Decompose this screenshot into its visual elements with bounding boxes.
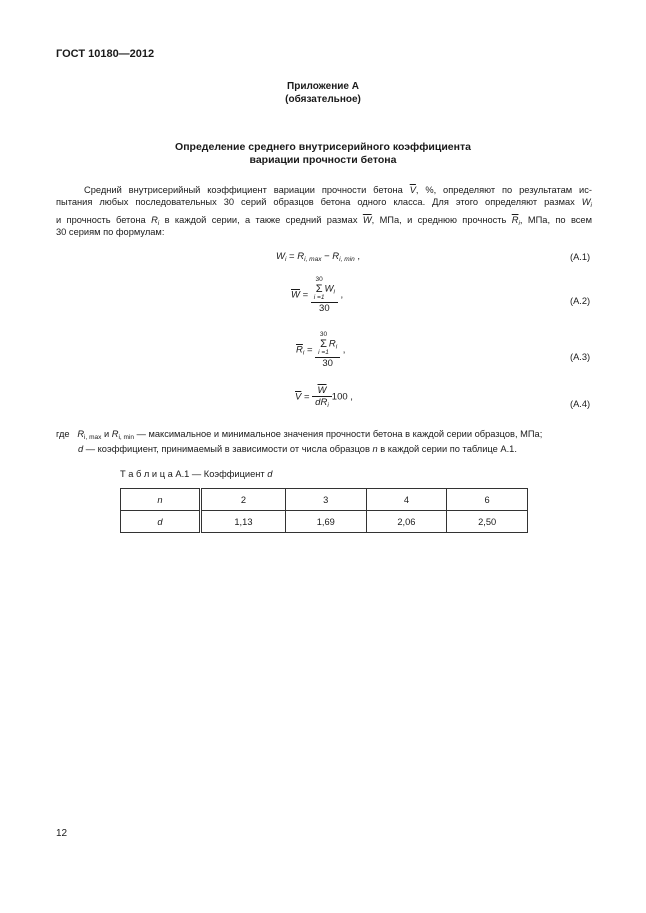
table-cell: 1,13 [201, 511, 286, 533]
table-cell: 2,50 [447, 511, 528, 533]
coefficient-table [120, 488, 528, 533]
table-cell: 4 [366, 489, 447, 511]
document-header: ГОСТ 10180—2012 [56, 48, 155, 60]
page-number: 12 [56, 828, 68, 839]
fraction-a2: 30 Σ i =1 $W_i$ 30 [311, 276, 338, 314]
table-cell: 2 [201, 489, 286, 511]
formula-a2: $\overline{W}$ = 30 Σ i =1 $W_i$ 30 , [291, 276, 344, 314]
annex-subtitle: (обязательное) [285, 94, 361, 105]
table-row-d [121, 511, 528, 533]
section-title-line-2: вариации прочности бетона [249, 154, 397, 166]
where-clause [56, 428, 592, 455]
table-header-d: d [121, 511, 201, 533]
table-caption: Т а б л и ц а А.1 — Коэффициент d [120, 469, 273, 479]
table-cell: 2,06 [366, 511, 447, 533]
formula-a3: $\overline{R}_i$ = 30 Σ i =1 $R_i$ 30 , [296, 331, 346, 369]
table-row-n [121, 489, 528, 511]
where-line-1: где $R_{i, max}$ и $R_{i, min}$ — максимальное и минимальное значения прочности бетона в каждой серии образцов, МПа; [56, 429, 543, 441]
annex-title: Приложение А [287, 81, 359, 92]
section-title-line-1: Определение среднего внутрисерийного коэффициента [175, 141, 471, 153]
intro-line-3: и прочность бетона $R_i$ в каждой серии, а также средний размах $\overline{W}$, МПа, и среднюю прочность $\overline{R}_i$, МПа, по всем [56, 215, 592, 227]
sum-icon: Σ [320, 338, 327, 350]
where-line-2: d — коэффициент, принимаемый в зависимости от числа образцов n в каждой серии по таблице А.1. [78, 444, 517, 454]
formula-a4: $\overline{V}$ = $\frac{\overline{W}}{d\overline{R}_i}$ 100 , [295, 385, 353, 409]
intro-line-2: пытания любых последовательных 30 серий образцов бетона одного класса. Для этого определяют размах $W_i$ [56, 197, 592, 209]
intro-line-4: 30 сериям по формулам: [56, 227, 165, 237]
formula-a1-number: (А.1) [570, 252, 591, 262]
formula-a3-number: (А.3) [570, 352, 591, 362]
formula-a4-number: (А.4) [570, 399, 591, 409]
intro-paragraph [56, 184, 592, 238]
table-cell: 6 [447, 489, 528, 511]
fraction-a3: 30 Σ i =1 $R_i$ 30 [315, 331, 340, 369]
formula-a2-number: (А.2) [570, 296, 591, 306]
var-V-bar: $\overline{V}$ [409, 185, 416, 195]
formula-a1: $W_i = R_{i, max} - R_{i, min}$ , [276, 251, 360, 263]
table-header-n: n [121, 489, 201, 511]
sum-icon: Σ [315, 283, 323, 295]
table-cell: 3 [285, 489, 366, 511]
fraction-a4: $\frac{\overline{W}}{d\overline{R}_i}$ [312, 385, 332, 409]
intro-line-1: Средний внутрисерийный коэффициент вариации прочности бетона $\overline{V}$, %, определяют по результатам ис- [84, 185, 592, 195]
table-cell: 1,69 [285, 511, 366, 533]
